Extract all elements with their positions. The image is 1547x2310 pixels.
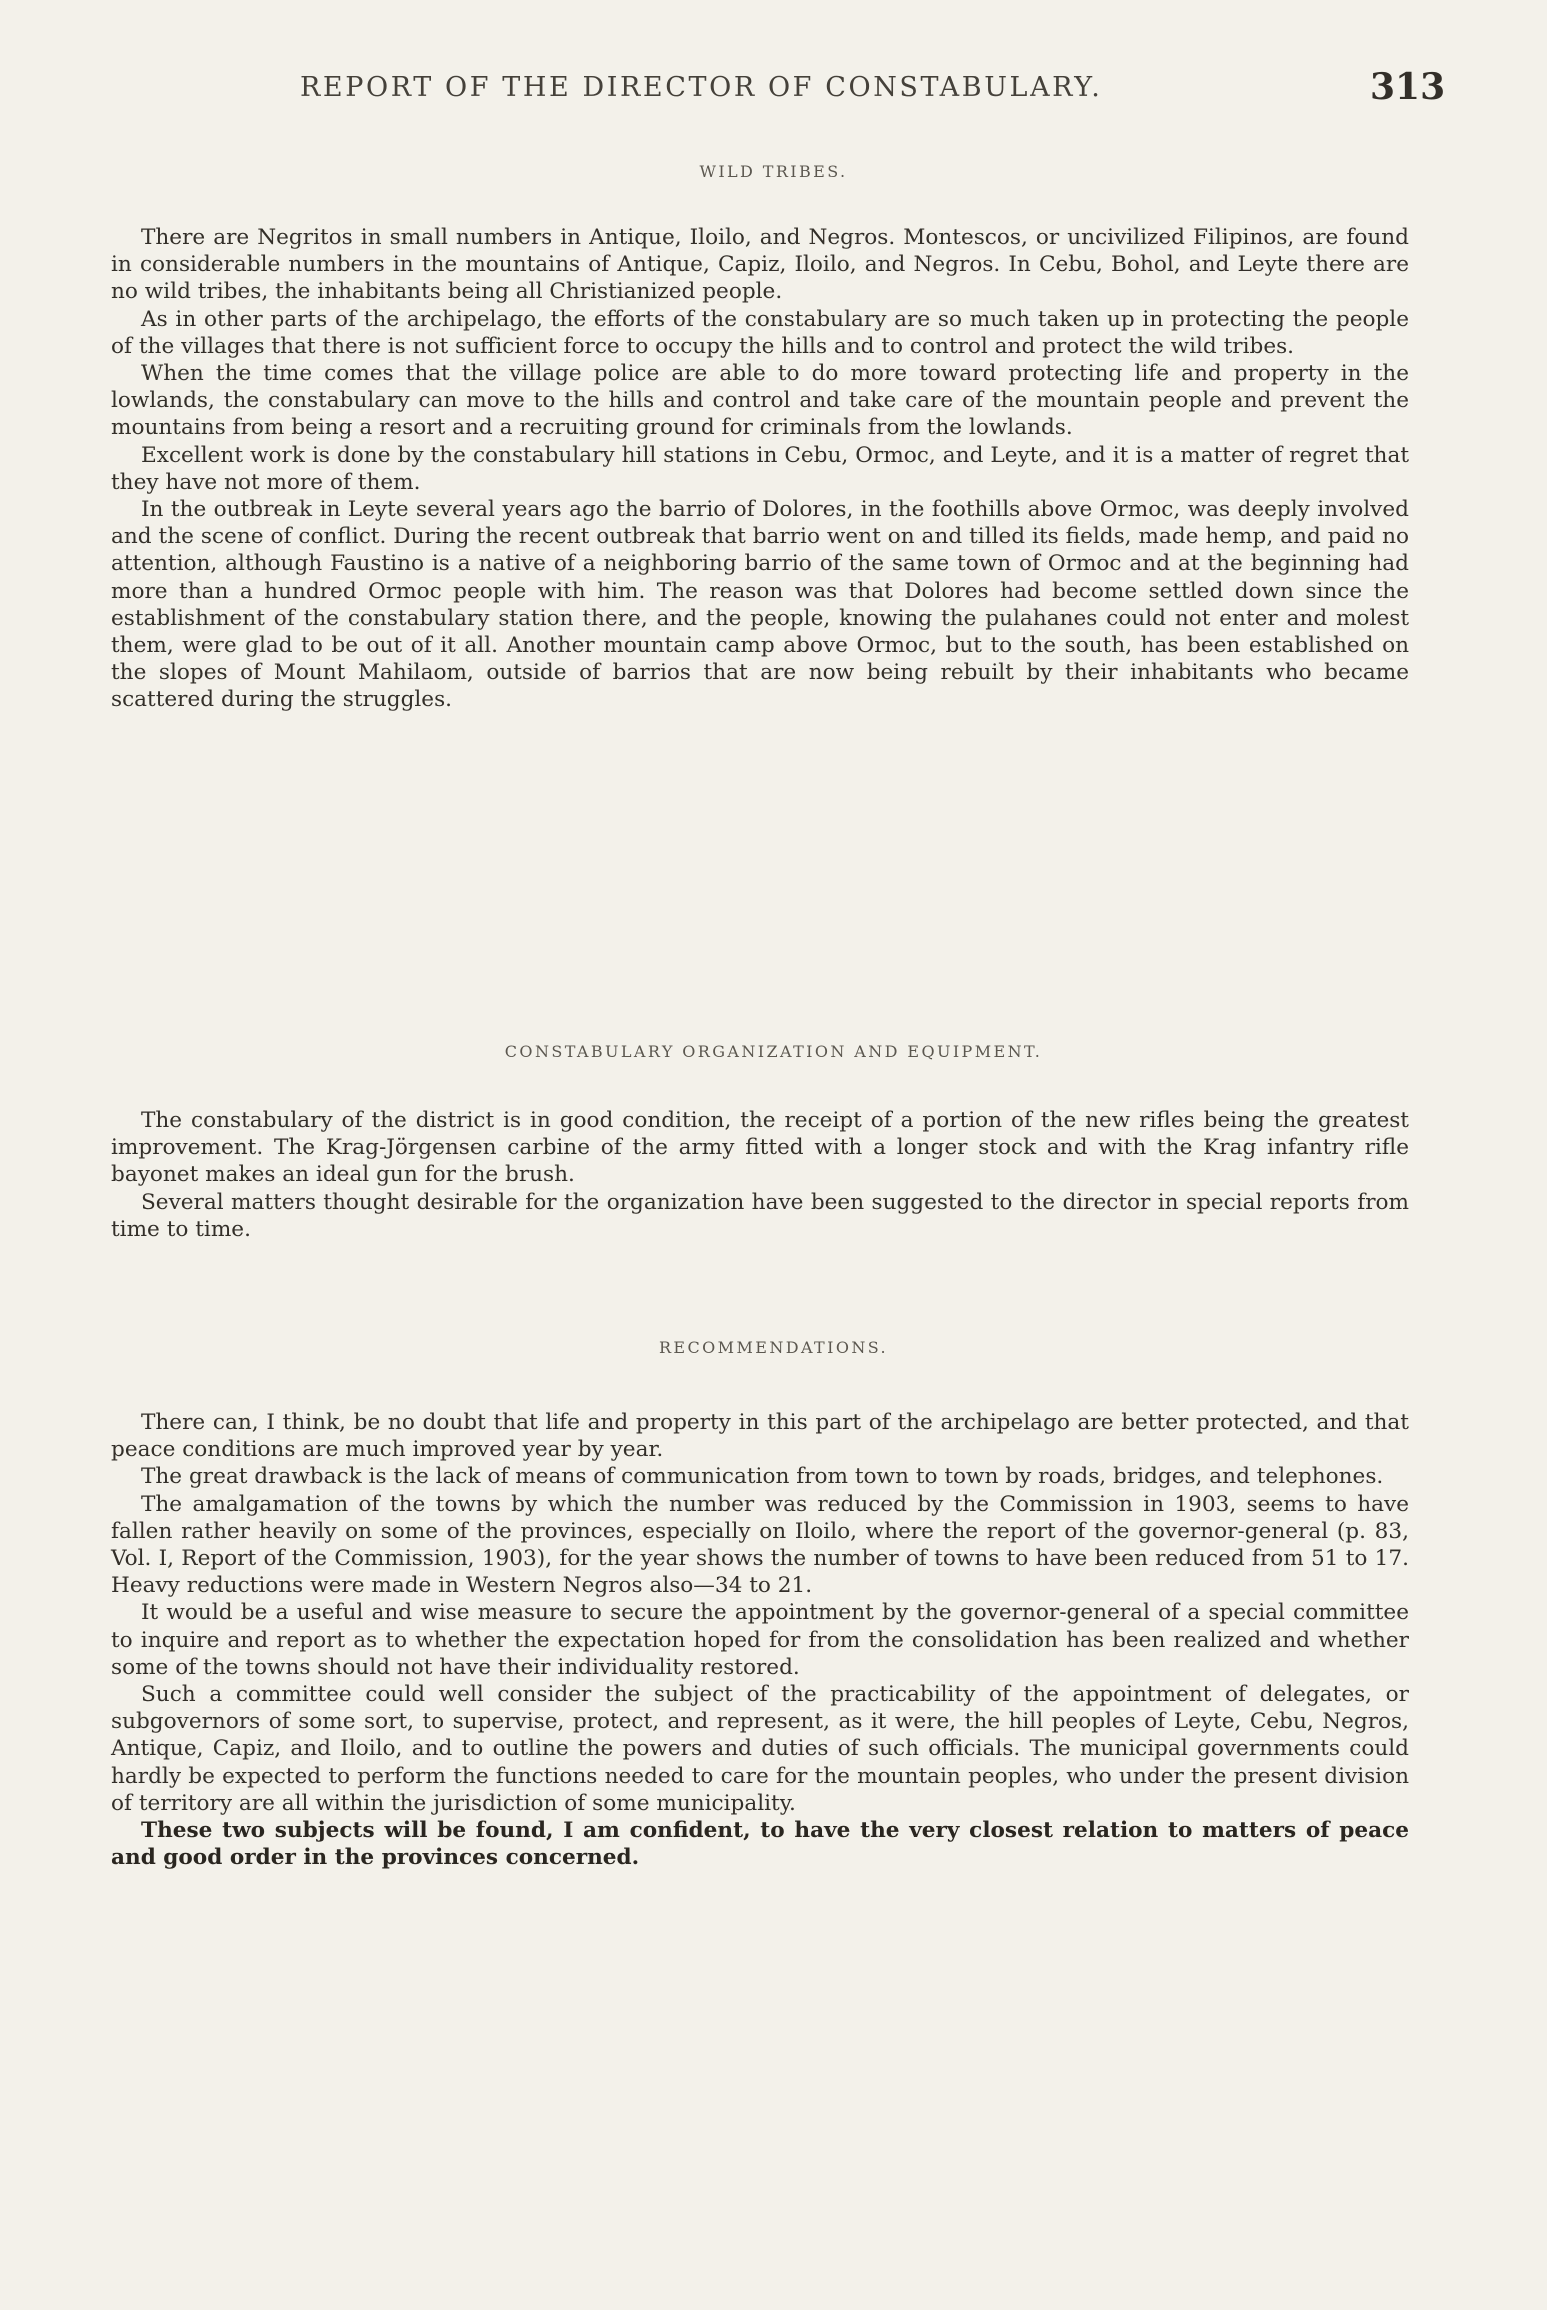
paragraph: These two subjects will be found, I am confident, to have the very closest relation to matters of peace and good order in the provinces concerned. xyxy=(111,1818,1409,1871)
paragraph: Excellent work is done by the constabulary hill stations in Cebu, Ormoc, and Leyte, and it is a matter of regret that they have not more of them. xyxy=(111,442,1409,495)
section-heading-constabulary: CONSTABULARY ORGANIZATION AND EQUIPMENT. xyxy=(504,1042,1043,1061)
paragraph: In the outbreak in Leyte several years ago the barrio of Dolores, in the foothills above Ormoc, was deeply involved and the scene of conflict. During the recent outbreak that barrio went on and tilled its fields, made hemp, and paid no attention, although Faustino is a native of a neighboring barrio of the same town of Ormoc and at the beginning had more than a hundred Ormoc people with him. The reason was that Dolores had become settled down since the establishment of the constabulary station there, and the people, knowing the pulahanes could not enter and molest them, were glad to be out of it all. Another mountain camp above Ormoc, but to the south, has been established on the slopes of Mount Mahilaom, outside of barrios that are now being rebuilt by their inhabitants who became scattered during the struggles. xyxy=(111,497,1409,713)
paragraph: The amalgamation of the towns by which the number was reduced by the Commission in 1903, seems to have fallen rather heavily on some of the provinces, especially on Iloilo, where the report of the governor-general (p. 83, Vol. I, Report of the Commission, 1903), for the year shows the number of towns to have been reduced from 51 to 17. Heavy reductions were made in Western Negros also—34 to 21. xyxy=(111,1491,1409,1599)
section-body-recommendations xyxy=(111,1409,1409,1871)
section-body-wild-tribes xyxy=(111,224,1409,714)
paragraph: There can, I think, be no doubt that life and property in this part of the archipelago are better protected, and that peace conditions are much improved year by year. xyxy=(111,1410,1409,1463)
running-title: REPORT OF THE DIRECTOR OF CONSTABULARY. xyxy=(300,72,1103,103)
section-body-constabulary xyxy=(111,1107,1409,1243)
section-heading-recommendations: RECOMMENDATIONS. xyxy=(658,1338,889,1357)
paragraph: When the time comes that the village police are able to do more toward protecting life and property in the lowlands, the constabulary can move to the hills and control and take care of the mountain people and prevent the mountains from being a resort and a recruiting ground for criminals from the lowlands. xyxy=(111,361,1409,441)
paragraph: As in other parts of the archipelago, the efforts of the constabulary are so much taken up in protecting the people of the villages that there is not sufficient force to occupy the hills and to control and protect the wild tribes. xyxy=(111,306,1409,359)
paragraph: It would be a useful and wise measure to secure the appointment by the governor-general of a special committee to inquire and report as to whether the expectation hoped for from the consolidation has been realized and whether some of the towns should not have their individuality restored. xyxy=(111,1600,1409,1680)
paragraph: The great drawback is the lack of means of communication from town to town by roads, bridges, and telephones. xyxy=(141,1464,1384,1490)
paragraph: The constabulary of the district is in good condition, the receipt of a portion of the new rifles being the greatest improvement. The Krag-Jörgensen carbine of the army fitted with a longer stock and with the Krag infantry rifle bayonet makes an ideal gun for the brush. xyxy=(111,1108,1409,1188)
section-heading-wild-tribes: WILD TRIBES. xyxy=(699,162,848,181)
paragraph: Several matters thought desirable for the organization have been suggested to the director in special reports from time to time. xyxy=(111,1189,1409,1242)
paragraph: Such a committee could well consider the subject of the practicability of the appointment of delegates, or subgovernors of some sort, to supervise, protect, and represent, as it were, the hill peoples of Leyte, Cebu, Negros, Antique, Capiz, and Iloilo, and to outline the powers and duties of such officials. The municipal governments could hardly be expected to perform the functions needed to care for the mountain peoples, who under the present division of territory are all within the jurisdiction of some municipality. xyxy=(111,1682,1409,1816)
page-number: 313 xyxy=(1370,66,1446,108)
paragraph: There are Negritos in small numbers in Antique, Iloilo, and Negros. Montescos, or uncivilized Filipinos, are found in considerable numbers in the mountains of Antique, Capiz, Iloilo, and Negros. In Cebu, Bohol, and Leyte there are no wild tribes, the inhabitants being all Christianized people. xyxy=(111,225,1409,305)
